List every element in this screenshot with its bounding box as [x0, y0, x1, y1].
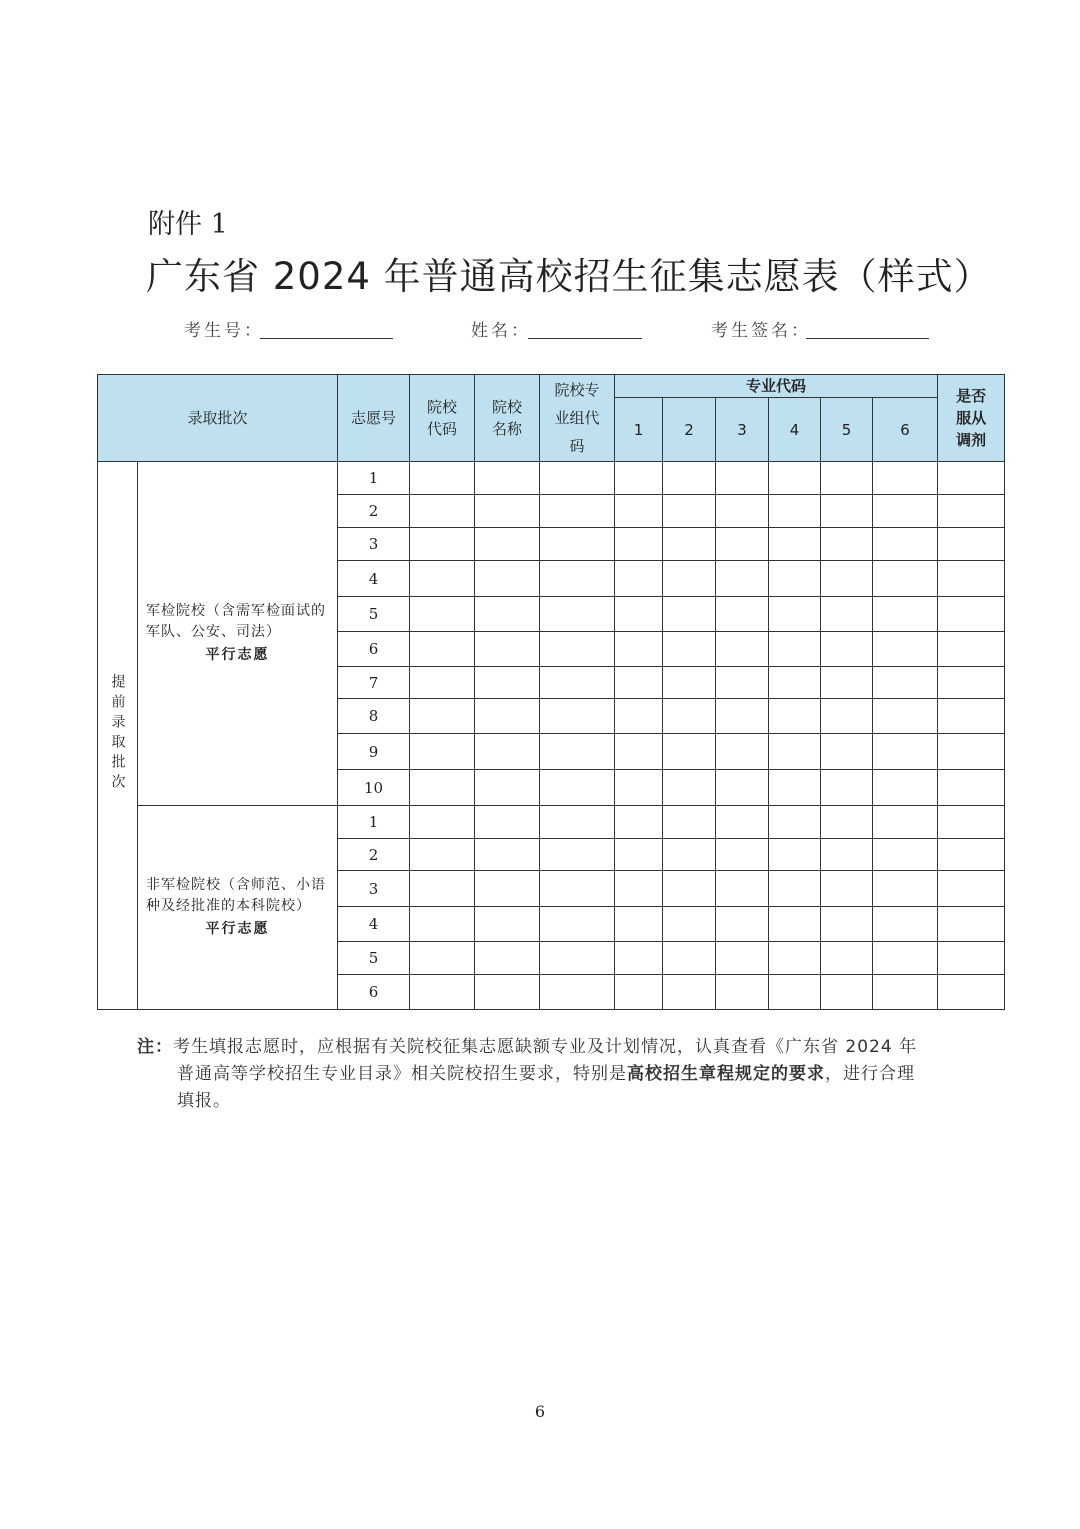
exam-no-label: 考生号： [184, 321, 264, 341]
choice-number: 8 [338, 699, 410, 734]
entry-cell[interactable] [540, 839, 615, 871]
choice-number: 3 [338, 528, 410, 561]
entry-cell[interactable] [821, 942, 873, 975]
entry-cell[interactable] [716, 528, 769, 561]
page-number: 6 [534, 1402, 546, 1421]
early-batch-cell [98, 462, 138, 1010]
table-row [98, 806, 1005, 839]
note-text-3: 填报。 [177, 1091, 231, 1111]
choice-number: 4 [338, 907, 410, 942]
entry-cell[interactable] [615, 942, 663, 975]
entry-cell[interactable] [475, 528, 540, 561]
entry-cell[interactable] [769, 770, 821, 806]
entry-cell[interactable] [410, 806, 475, 839]
entry-cell[interactable] [873, 667, 938, 699]
entry-cell[interactable] [615, 734, 663, 770]
entry-cell[interactable] [821, 528, 873, 561]
entry-cell[interactable] [540, 942, 615, 975]
entry-cell[interactable] [716, 839, 769, 871]
entry-cell[interactable] [769, 942, 821, 975]
entry-cell[interactable] [938, 597, 1005, 632]
entry-cell[interactable] [938, 699, 1005, 734]
choice-number: 9 [338, 734, 410, 770]
entry-cell[interactable] [663, 770, 716, 806]
entry-cell[interactable] [873, 871, 938, 907]
name-field[interactable] [528, 338, 642, 339]
entry-cell[interactable] [938, 806, 1005, 839]
entry-cell[interactable] [821, 734, 873, 770]
entry-cell[interactable] [821, 667, 873, 699]
entry-cell[interactable] [873, 495, 938, 528]
entry-cell[interactable] [663, 699, 716, 734]
entry-cell[interactable] [716, 975, 769, 1010]
page-title: 广东省 2024 年普通高校招生征集志愿表（样式） [146, 255, 992, 298]
header-major-col: 1 [615, 398, 663, 462]
entry-cell[interactable] [475, 667, 540, 699]
header-adjust: 是否服从调剂 [938, 375, 1005, 462]
header-batch: 录取批次 [98, 375, 338, 462]
entry-cell[interactable] [475, 699, 540, 734]
entry-cell[interactable] [615, 770, 663, 806]
entry-cell[interactable] [540, 734, 615, 770]
entry-cell[interactable] [540, 871, 615, 907]
entry-cell[interactable] [615, 528, 663, 561]
entry-cell[interactable] [410, 699, 475, 734]
entry-cell[interactable] [475, 975, 540, 1010]
choice-number: 4 [338, 561, 410, 597]
entry-cell[interactable] [615, 839, 663, 871]
header-major-col: 4 [769, 398, 821, 462]
entry-cell[interactable] [663, 975, 716, 1010]
entry-cell[interactable] [615, 806, 663, 839]
entry-cell[interactable] [716, 734, 769, 770]
choice-number: 3 [338, 871, 410, 907]
entry-cell[interactable] [716, 770, 769, 806]
entry-cell[interactable] [540, 597, 615, 632]
entry-cell[interactable] [873, 770, 938, 806]
header-major-col: 5 [821, 398, 873, 462]
entry-cell[interactable] [663, 462, 716, 495]
entry-cell[interactable] [475, 806, 540, 839]
entry-cell[interactable] [716, 597, 769, 632]
entry-cell[interactable] [540, 667, 615, 699]
entry-cell[interactable] [821, 699, 873, 734]
entry-cell[interactable] [821, 871, 873, 907]
entry-cell[interactable] [540, 632, 615, 667]
entry-cell[interactable] [873, 528, 938, 561]
entry-cell[interactable] [540, 907, 615, 942]
entry-cell[interactable] [716, 806, 769, 839]
note-text-2b: ，进行合理 [825, 1064, 915, 1084]
entry-cell[interactable] [540, 975, 615, 1010]
entry-cell[interactable] [410, 942, 475, 975]
entry-cell[interactable] [769, 699, 821, 734]
entry-cell[interactable] [615, 632, 663, 667]
header-major-code: 专业代码 [615, 375, 938, 398]
section-1-label [138, 462, 338, 806]
entry-cell[interactable] [716, 907, 769, 942]
entry-cell[interactable] [663, 495, 716, 528]
entry-cell[interactable] [873, 975, 938, 1010]
entry-cell[interactable] [769, 495, 821, 528]
entry-cell[interactable] [475, 597, 540, 632]
application-form-table [97, 374, 1005, 1010]
entry-cell[interactable] [821, 561, 873, 597]
entry-cell[interactable] [475, 561, 540, 597]
entry-cell[interactable] [663, 528, 716, 561]
entry-cell[interactable] [410, 770, 475, 806]
attachment-label: 附件 1 [148, 209, 228, 240]
entry-cell[interactable] [821, 975, 873, 1010]
entry-cell[interactable] [938, 462, 1005, 495]
entry-cell[interactable] [769, 871, 821, 907]
entry-cell[interactable] [663, 942, 716, 975]
table-row [98, 462, 1005, 495]
entry-cell[interactable] [769, 839, 821, 871]
entry-cell[interactable] [716, 699, 769, 734]
entry-cell[interactable] [475, 770, 540, 806]
entry-cell[interactable] [716, 462, 769, 495]
entry-cell[interactable] [769, 528, 821, 561]
entry-cell[interactable] [540, 699, 615, 734]
entry-cell[interactable] [410, 975, 475, 1010]
entry-cell[interactable] [410, 462, 475, 495]
entry-cell[interactable] [938, 907, 1005, 942]
choice-number: 10 [338, 770, 410, 806]
entry-cell[interactable] [716, 632, 769, 667]
note-text-2-bold: 高校招生章程规定的要求 [627, 1064, 825, 1084]
entry-cell[interactable] [821, 597, 873, 632]
entry-cell[interactable] [873, 462, 938, 495]
entry-cell[interactable] [938, 942, 1005, 975]
entry-cell[interactable] [873, 942, 938, 975]
entry-cell[interactable] [769, 667, 821, 699]
entry-cell[interactable] [615, 871, 663, 907]
section-1-desc: 军检院校（含需军检面试的军队、公安、司法） [146, 603, 326, 640]
entry-cell[interactable] [663, 907, 716, 942]
entry-cell[interactable] [716, 495, 769, 528]
entry-cell[interactable] [410, 561, 475, 597]
entry-cell[interactable] [540, 528, 615, 561]
entry-cell[interactable] [821, 462, 873, 495]
entry-cell[interactable] [821, 495, 873, 528]
entry-cell[interactable] [410, 528, 475, 561]
entry-cell[interactable] [938, 632, 1005, 667]
entry-cell[interactable] [769, 806, 821, 839]
section-2-label [138, 806, 338, 1010]
entry-cell[interactable] [873, 734, 938, 770]
header-major-col: 2 [663, 398, 716, 462]
entry-cell[interactable] [410, 871, 475, 907]
entry-cell[interactable] [716, 667, 769, 699]
choice-number: 2 [338, 495, 410, 528]
section-2-sub: 平行志愿 [205, 921, 270, 937]
entry-cell[interactable] [938, 871, 1005, 907]
entry-cell[interactable] [410, 734, 475, 770]
entry-cell[interactable] [769, 597, 821, 632]
entry-cell[interactable] [716, 942, 769, 975]
choice-number: 7 [338, 667, 410, 699]
header-school-code: 院校代码 [410, 375, 475, 462]
entry-cell[interactable] [938, 734, 1005, 770]
entry-cell[interactable] [475, 632, 540, 667]
form-body [98, 462, 1005, 1010]
entry-cell[interactable] [540, 495, 615, 528]
section-1-sub: 平行志愿 [205, 647, 270, 663]
entry-cell[interactable] [769, 561, 821, 597]
entry-cell[interactable] [663, 597, 716, 632]
entry-cell[interactable] [821, 770, 873, 806]
choice-number: 1 [338, 806, 410, 839]
entry-cell[interactable] [873, 699, 938, 734]
entry-cell[interactable] [410, 907, 475, 942]
entry-cell[interactable] [410, 597, 475, 632]
choice-number: 1 [338, 462, 410, 495]
entry-cell[interactable] [615, 667, 663, 699]
choice-number: 2 [338, 839, 410, 871]
entry-cell[interactable] [663, 806, 716, 839]
entry-cell[interactable] [540, 806, 615, 839]
entry-cell[interactable] [615, 597, 663, 632]
header-major-col: 3 [716, 398, 769, 462]
entry-cell[interactable] [663, 839, 716, 871]
entry-cell[interactable] [821, 806, 873, 839]
entry-cell[interactable] [938, 528, 1005, 561]
entry-cell[interactable] [873, 839, 938, 871]
signature-field[interactable] [806, 338, 929, 339]
exam-no-field[interactable] [260, 338, 393, 339]
entry-cell[interactable] [475, 871, 540, 907]
entry-cell[interactable] [873, 806, 938, 839]
entry-cell[interactable] [663, 561, 716, 597]
entry-cell[interactable] [615, 699, 663, 734]
entry-cell[interactable] [821, 839, 873, 871]
entry-cell[interactable] [769, 907, 821, 942]
choice-number: 6 [338, 975, 410, 1010]
note-label: 注： [137, 1037, 173, 1057]
entry-cell[interactable] [540, 462, 615, 495]
early-batch-label: 提前录取批次 [109, 673, 126, 794]
entry-cell[interactable] [475, 495, 540, 528]
section-2-desc: 非军检院校（含师范、小语种及经批准的本科院校） [146, 877, 326, 914]
entry-cell[interactable] [615, 561, 663, 597]
entry-cell[interactable] [475, 462, 540, 495]
name-label: 姓名： [471, 321, 531, 341]
entry-cell[interactable] [615, 462, 663, 495]
note [137, 1034, 997, 1115]
choice-number: 5 [338, 597, 410, 632]
candidate-info-row [0, 316, 1080, 342]
entry-cell[interactable] [938, 495, 1005, 528]
entry-cell[interactable] [410, 667, 475, 699]
entry-cell[interactable] [615, 907, 663, 942]
note-text-1: 考生填报志愿时，应根据有关院校征集志愿缺额专业及计划情况，认真查看《广东省 2024 年 [173, 1037, 918, 1057]
entry-cell[interactable] [540, 770, 615, 806]
entry-cell[interactable] [716, 871, 769, 907]
signature-label: 考生签名： [711, 321, 811, 341]
entry-cell[interactable] [475, 907, 540, 942]
entry-cell[interactable] [475, 734, 540, 770]
entry-cell[interactable] [938, 975, 1005, 1010]
choice-number: 5 [338, 942, 410, 975]
entry-cell[interactable] [475, 942, 540, 975]
entry-cell[interactable] [938, 770, 1005, 806]
entry-cell[interactable] [769, 975, 821, 1010]
entry-cell[interactable] [410, 839, 475, 871]
entry-cell[interactable] [873, 632, 938, 667]
entry-cell[interactable] [663, 734, 716, 770]
header-school-name: 院校名称 [475, 375, 540, 462]
entry-cell[interactable] [769, 632, 821, 667]
entry-cell[interactable] [938, 839, 1005, 871]
entry-cell[interactable] [663, 667, 716, 699]
entry-cell[interactable] [873, 907, 938, 942]
entry-cell[interactable] [716, 561, 769, 597]
entry-cell[interactable] [938, 667, 1005, 699]
entry-cell[interactable] [475, 839, 540, 871]
entry-cell[interactable] [821, 632, 873, 667]
entry-cell[interactable] [663, 632, 716, 667]
entry-cell[interactable] [769, 462, 821, 495]
entry-cell[interactable] [769, 734, 821, 770]
entry-cell[interactable] [410, 632, 475, 667]
entry-cell[interactable] [821, 907, 873, 942]
entry-cell[interactable] [938, 561, 1005, 597]
entry-cell[interactable] [663, 871, 716, 907]
entry-cell[interactable] [873, 597, 938, 632]
header-major-col: 6 [873, 398, 938, 462]
entry-cell[interactable] [410, 495, 475, 528]
entry-cell[interactable] [615, 495, 663, 528]
entry-cell[interactable] [615, 975, 663, 1010]
choice-number: 6 [338, 632, 410, 667]
header-group-code: 院校专业组代码 [540, 375, 615, 462]
entry-cell[interactable] [873, 561, 938, 597]
note-text-2a: 普通高等学校招生专业目录》相关院校招生要求，特别是 [177, 1064, 627, 1084]
entry-cell[interactable] [540, 561, 615, 597]
header-choice-no: 志愿号 [338, 375, 410, 462]
